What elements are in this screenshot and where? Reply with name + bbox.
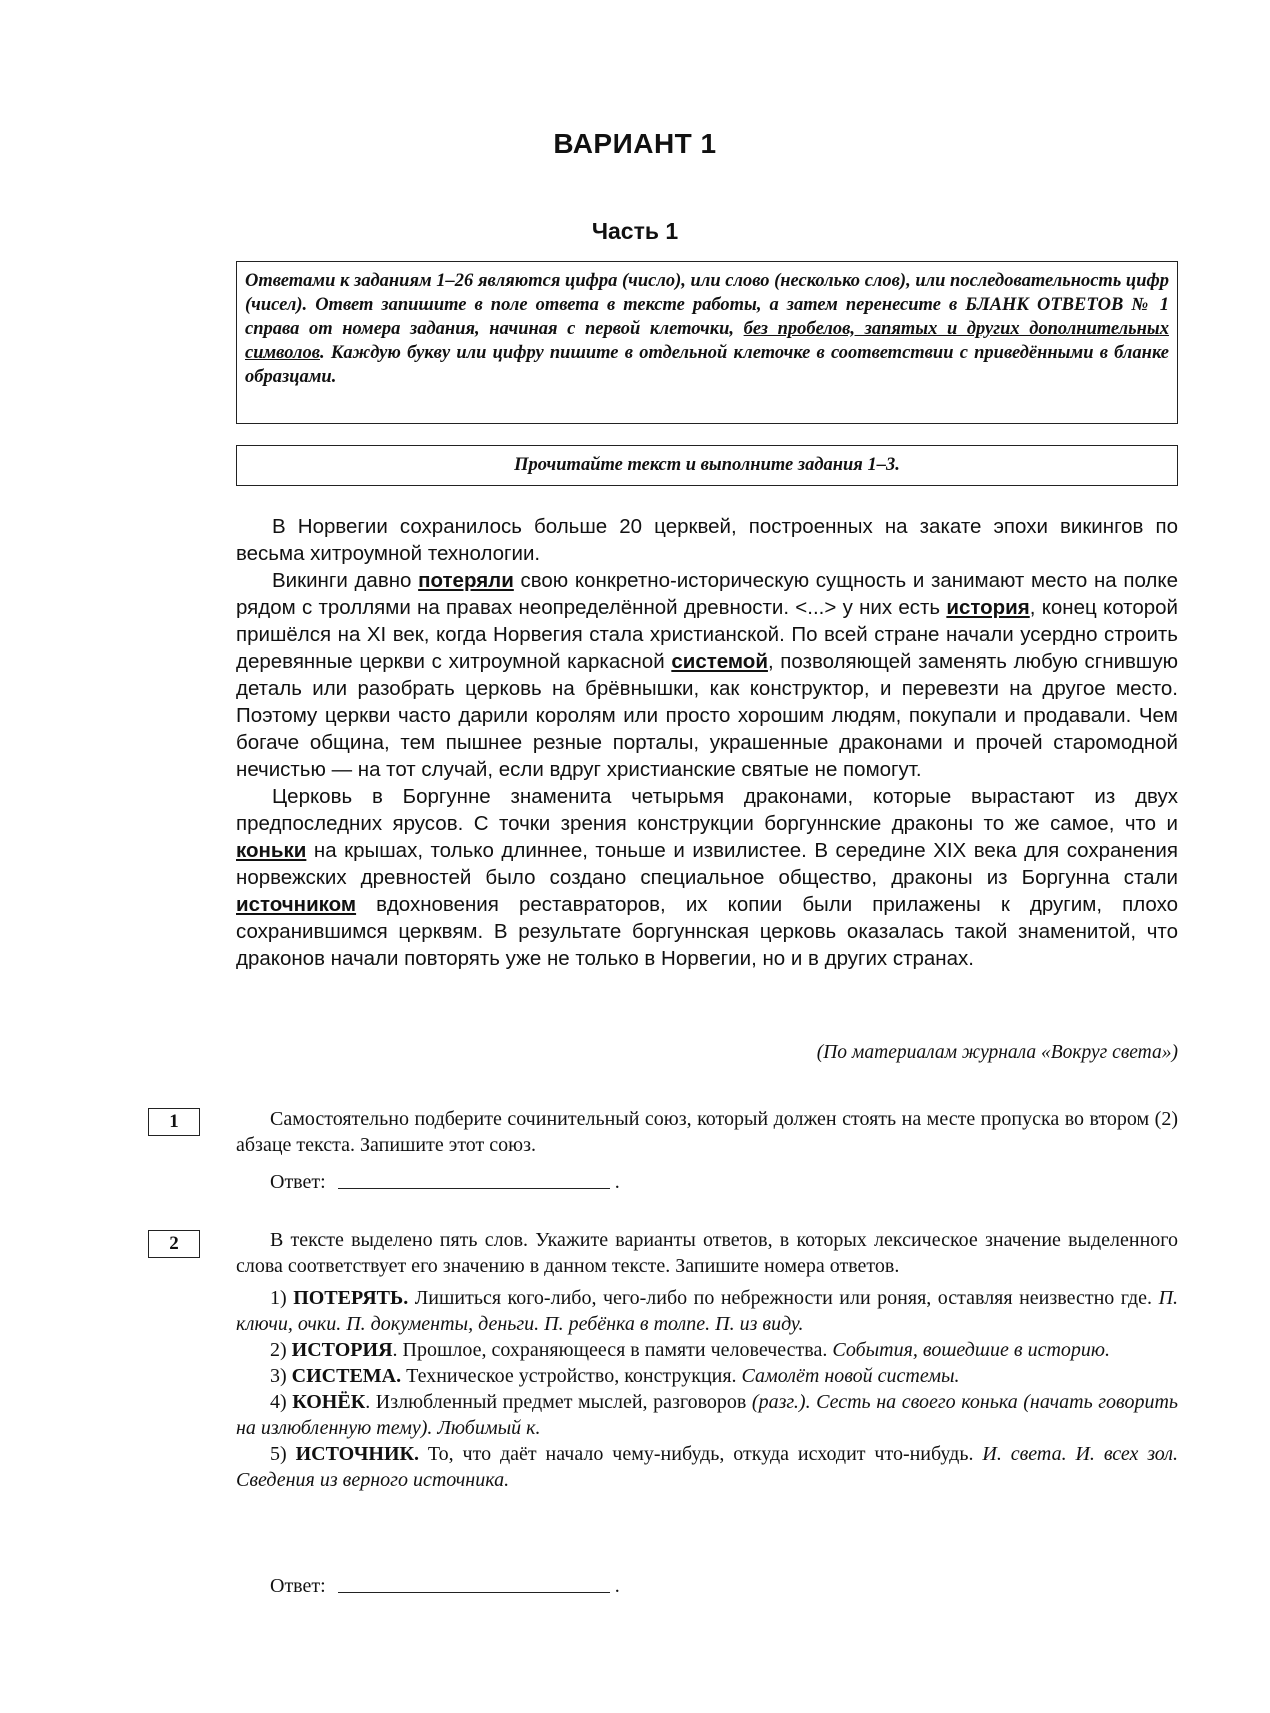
option-example: И. света. И. всех зол. Сведения из верного источника. <box>236 1443 1179 1491</box>
option-word: ИСТОЧНИК. <box>295 1443 420 1465</box>
option-word: СИСТЕМА. <box>291 1365 402 1387</box>
p2-part-c: , конец которой пришёлся на XI век, когда Норвегия стала христианской. По всей стране начали усердно строить деревянные церкви с хитроумной каркасной <box>236 596 1178 673</box>
highlighted-word-3: системой <box>671 650 768 673</box>
option-definition: То, что даёт начало чему-нибудь, откуда исходит что-нибудь. <box>419 1443 983 1465</box>
option-word: КОНЁК <box>292 1391 366 1413</box>
answer-field[interactable] <box>338 1591 610 1593</box>
option-2 <box>236 1337 1178 1363</box>
question-1-text <box>236 1106 1178 1158</box>
paragraph-1: В Норвегии сохранилось больше 20 церквей, построенных на закате эпохи викингов по весьма хитроумной технологии. <box>236 515 1178 565</box>
question-1-number: 1 <box>148 1108 200 1136</box>
instruction-text <box>245 269 1169 389</box>
question-1-answer <box>270 1171 620 1194</box>
option-4 <box>236 1389 1178 1441</box>
option-number: 1) <box>270 1287 287 1309</box>
text-source: (По материалам журнала «Вокруг света») <box>816 1042 1178 1063</box>
instruction-part2: . Каждую букву или цифру пишите в отдельной клеточке в соответствии с приведёнными в бланке образцами. <box>245 343 1169 387</box>
instruction-part1: Ответами к заданиям 1–26 являются цифра (число), или слово (несколько слов), или последовательность цифр (чисел). Ответ запишите в поле ответа в тексте работы, а затем перенесите в БЛАНК ОТВЕТОВ № 1 справа от номера задания, начиная с первой клеточки, <box>245 271 1169 339</box>
option-example: События, вошедшие в историю. <box>832 1339 1111 1361</box>
option-word: ИСТОРИЯ <box>291 1339 393 1361</box>
option-number: 4) <box>270 1391 287 1413</box>
answer-period: . <box>614 1171 620 1193</box>
option-definition: . Прошлое, сохраняющееся в памяти человечества. <box>392 1339 833 1361</box>
option-definition: . Излюбленный предмет мыслей, разговоров <box>365 1391 752 1413</box>
answer-label: Ответ: <box>270 1575 326 1597</box>
highlighted-word-5: источником <box>236 893 357 916</box>
highlighted-word-2: история <box>946 596 1030 619</box>
option-word: ПОТЕРЯТЬ. <box>293 1287 409 1309</box>
p3-part-c: вдохновения реставраторов, их копии были прилажены к другим, плохо сохранившимся церквям. В результате боргуннская церковь оказалась такой знаменитой, что драконов начали повторять уже не только в Норвегии, но и в других странах. <box>236 893 1178 970</box>
option-1 <box>236 1285 1178 1337</box>
option-number: 2) <box>270 1339 287 1361</box>
reading-text <box>236 513 1178 972</box>
answer-period: . <box>614 1575 620 1597</box>
question-2-number: 2 <box>148 1230 200 1258</box>
option-5 <box>236 1441 1178 1493</box>
option-number: 5) <box>270 1443 287 1465</box>
p2-part-a: Викинги давно <box>272 569 419 592</box>
question-2-prompt: В тексте выделено пять слов. Укажите варианты ответов, в которых лексическое значение выделенного слова соответствует его значению в данном тексте. Запишите номера ответов. <box>236 1229 1178 1277</box>
p2-part-d: , позволяющей заменять любую сгнившую деталь или разобрать церковь на брёвнышки, как конструктор, и перевезти на другое место. Поэтому церкви часто дарили королям или просто хорошим людям, покупали и продавали. Чем богаче община, тем пышнее резные порталы, украшенные драконами и прочей старомодной нечистью — на тот случай, если вдруг христианские святые не помогут. <box>236 650 1178 781</box>
read-instruction-box: Прочитайте текст и выполните задания 1–3. <box>236 445 1178 486</box>
question-2-answer <box>270 1575 620 1598</box>
p3-part-a: Церковь в Боргунне знаменита четырьмя драконами, которые вырастают из двух предпоследних ярусов. С точки зрения конструкции боргуннские драконы то же самое, что и <box>236 785 1178 835</box>
page-title: ВАРИАНТ 1 <box>553 128 717 159</box>
option-definition: Техническое устройство, конструкция. <box>401 1365 742 1387</box>
p2-part-b: свою конкретно-историческую сущность и занимают место на полке рядом с троллями на правах неопределённой древности. <...> у них есть <box>236 569 1178 619</box>
paragraph-2 <box>236 567 1178 783</box>
option-definition: Лишиться кого-либо, чего-либо по небрежности или роняя, оставляя неизвестно где. <box>408 1287 1159 1309</box>
question-1-prompt: Самостоятельно подберите сочинительный союз, который должен стоять на месте пропуска во втором (2) абзаце текста. Запишите этот союз. <box>236 1108 1178 1156</box>
highlighted-word-1: потеряли <box>418 569 514 592</box>
answer-label: Ответ: <box>270 1171 326 1193</box>
option-number: 3) <box>270 1365 287 1387</box>
instruction-box <box>236 261 1178 424</box>
option-example: Самолёт новой системы. <box>741 1365 960 1387</box>
answer-field[interactable] <box>338 1187 610 1189</box>
question-2-text <box>236 1227 1178 1493</box>
option-example: П. ключи, очки. П. документы, деньги. П. ребёнка в толпе. П. из виду. <box>236 1287 1179 1335</box>
p3-part-b: на крышах, только длиннее, тоньше и извилистее. В середине XIX века для сохранения норвежских древностей было создано специальное общество, драконы из Боргунна стали <box>236 839 1178 889</box>
highlighted-word-4: коньки <box>236 839 307 862</box>
paragraph-3 <box>236 783 1178 972</box>
part-title: Часть 1 <box>591 218 679 244</box>
option-example: (разг.). Сесть на своего конька (начать говорить на излюбленную тему). Любимый к. <box>236 1391 1178 1439</box>
instruction-underlined: без пробелов, запятых и других дополнительных символов <box>245 319 1169 363</box>
option-3 <box>236 1363 1178 1389</box>
